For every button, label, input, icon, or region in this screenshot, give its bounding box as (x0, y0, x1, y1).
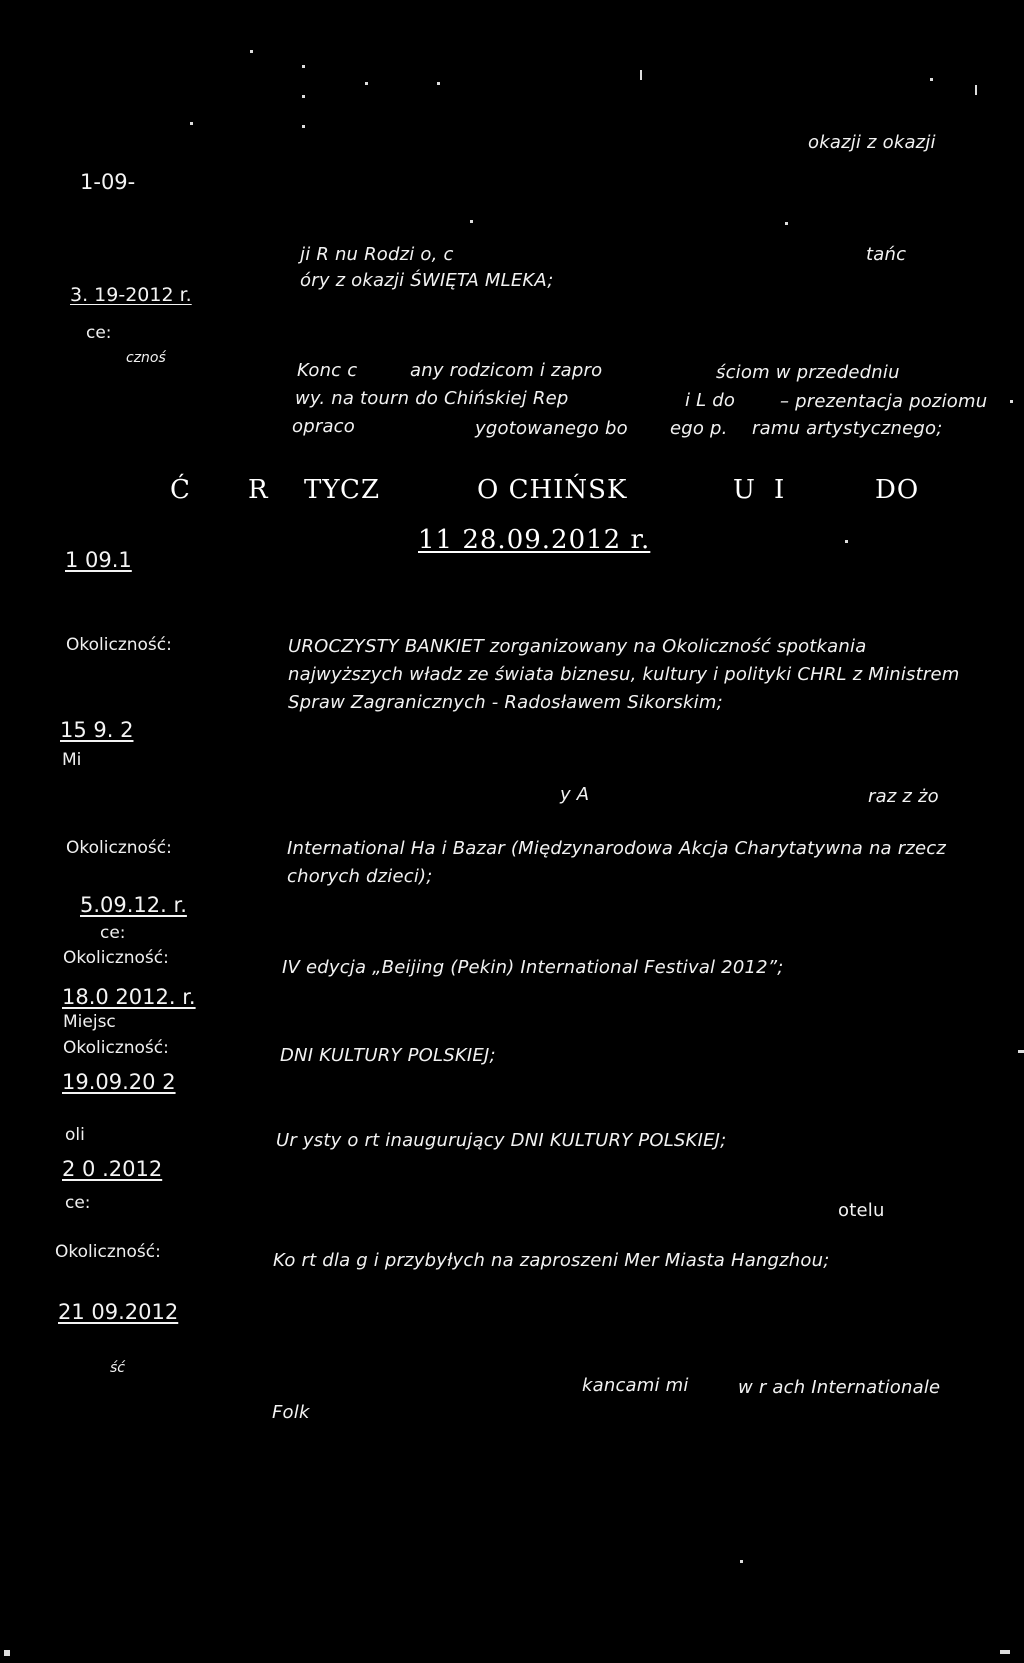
entry-3-line-3b: ygotowanego bo (475, 418, 628, 439)
label-okolicznosc: ść (110, 1360, 125, 1376)
label-okolicznosc: Okoliczność: (63, 1038, 169, 1058)
label-okolicznosc: Okoliczność: (55, 1242, 161, 1262)
entry-2-line-1: ji R nu Rodzi o, c (300, 244, 454, 265)
entry-12-fragment: kancami mi (582, 1375, 689, 1396)
entry-2-line-1-right: tańc (866, 244, 907, 265)
entry-3-line-2b: i L do (685, 390, 736, 411)
entry-12-line-2: Folk (272, 1402, 310, 1423)
label-miejsce: Mi (62, 750, 82, 770)
heading-fragment: U (733, 475, 756, 505)
label-okolicznosc: oli (65, 1125, 85, 1145)
date-6: 18.0 2012. r. (62, 985, 196, 1009)
date-7: 19.09.20 2 (62, 1070, 176, 1094)
label-miejsce: ce: (86, 323, 112, 343)
entry-6-line-2: chorych dzieci); (287, 866, 433, 887)
heading-fragment: O CHIŃSK (477, 475, 628, 505)
heading-fragment: TYCZ (304, 475, 381, 505)
entry-4-line-2: najwyższych władz ze świata biznesu, kultury i polityki CHRL z Ministrem (288, 664, 960, 685)
entry-3-line-1b: any rodzicom i zapro (410, 360, 603, 381)
label-miejsce: ce: (100, 923, 126, 943)
entry-7: IV edycja „Beijing (Pekin) International Festival 2012”; (282, 957, 784, 978)
heading-fragment: DO (875, 475, 920, 505)
date-3: 1 09.1 (65, 548, 132, 572)
heading-date: 11 28.09.2012 r. (418, 525, 651, 555)
heading-fragment: Ć (170, 475, 191, 505)
entry-12-fragment: w r ach Internationale (738, 1377, 941, 1398)
entry-1-text: okazji z okazji (808, 132, 936, 153)
date-5: 5.09.12. r. (80, 893, 187, 917)
entry-2-line-2: óry z okazji ŚWIĘTA MLEKA; (300, 270, 554, 291)
date-1: 1-09- (80, 170, 136, 194)
label-okolicznosc: cznoś (126, 350, 166, 366)
label-okolicznosc: Okoliczność: (63, 948, 169, 968)
entry-5-fragment: y A (560, 784, 590, 805)
heading-fragment: R (248, 475, 269, 505)
entry-8: DNI KULTURY POLSKIEJ; (280, 1045, 496, 1066)
label-okolicznosc: Okoliczność: (66, 635, 172, 655)
entry-3-line-3c: ego p. (670, 418, 728, 439)
label-okolicznosc: Okoliczność: (66, 838, 172, 858)
entry-3-line-3a: opraco (292, 416, 355, 437)
entry-11: Ko rt dla g i przybyłych na zaproszeni Mer Miasta Hangzhou; (273, 1250, 830, 1271)
date-8: 2 0 .2012 (62, 1157, 163, 1181)
entry-3-line-2c: – prezentacja poziomu (780, 391, 988, 412)
entry-5-fragment: raz z żo (868, 786, 939, 807)
entry-3-line-2a: wy. na tourn do Chińskiej Rep (295, 388, 569, 409)
entry-3-line-1a: Konc c (297, 360, 358, 381)
date-2: 3. 19-2012 r. (70, 284, 192, 306)
date-9: 21 09.2012 (58, 1300, 179, 1324)
entry-4-line-3: Spraw Zagranicznych - Radosławem Sikorskim; (288, 692, 723, 713)
entry-3-line-3d: ramu artystycznego; (752, 418, 943, 439)
label-miejsce: ce: (65, 1193, 91, 1213)
heading-fragment: I (774, 475, 786, 505)
entry-3-line-1c: ściom w przededniu (716, 362, 900, 383)
label-miejsce: Miejsc (63, 1012, 116, 1032)
entry-6-line-1: International Ha i Bazar (Międzynarodowa Akcja Charytatywna na rzecz (287, 838, 946, 859)
entry-9: Ur ysty o rt inaugurujący DNI KULTURY POLSKIEJ; (276, 1130, 727, 1151)
entry-10-fragment: otelu (838, 1200, 885, 1221)
entry-4-line-1: UROCZYSTY BANKIET zorganizowany na Okoliczność spotkania (288, 636, 867, 657)
date-4: 15 9. 2 (60, 718, 134, 742)
